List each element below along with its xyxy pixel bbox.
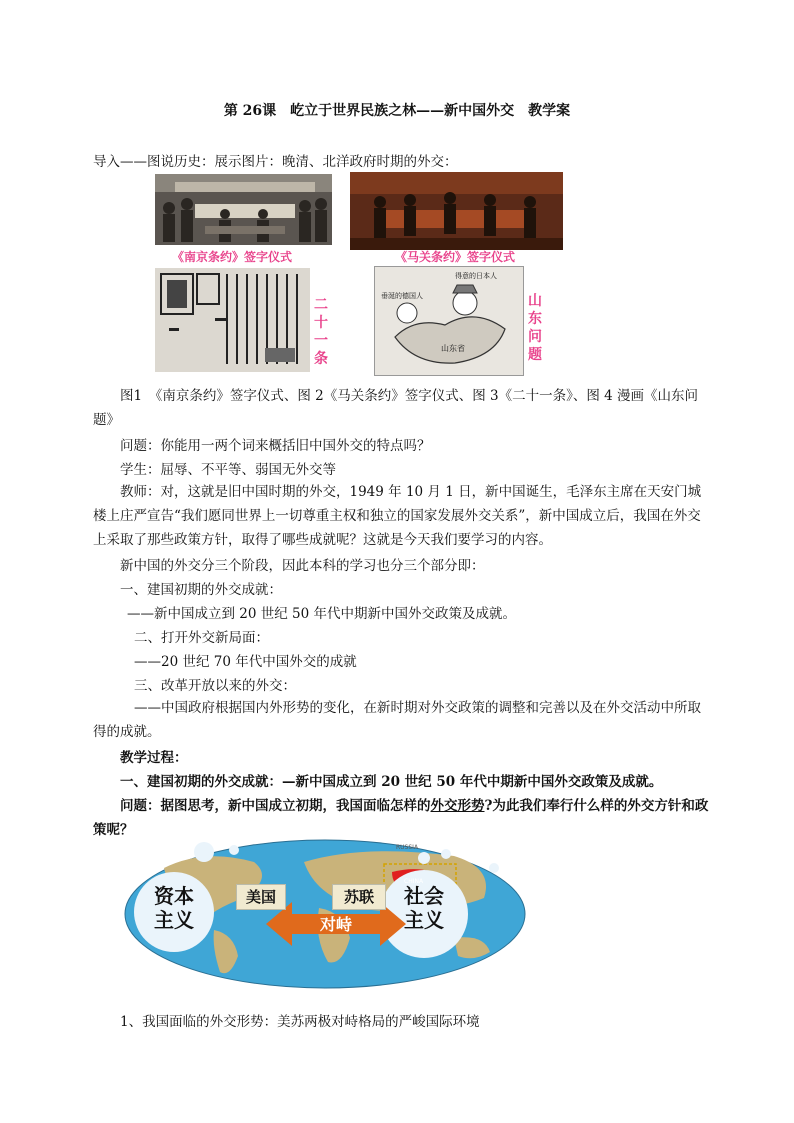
- bottom-caption: 1、我国面临的外交形势：美苏两极对峙格局的严峻国际环境: [120, 1014, 480, 1030]
- cartoon-region-caption: 山东省: [441, 344, 465, 353]
- shandong-label: [526, 292, 544, 364]
- socialism-line: 社会: [404, 884, 444, 908]
- part1-heading: 一、建国初期的外交成就：: [120, 582, 282, 598]
- usa-label: 美国: [236, 884, 286, 910]
- part2-heading: 二、打开外交新局面：: [134, 630, 269, 646]
- capitalism-label: [144, 884, 204, 932]
- shandong-cartoon: [374, 266, 524, 376]
- part2-desc: ——20 世纪 70 年代中国外交的成就: [134, 654, 357, 670]
- section1-heading: 一、建国初期的外交成就：—新中国成立到 20 世纪 50 年代中期新中国外交政策及成就。: [120, 774, 663, 790]
- maguan-treaty-photo: [350, 172, 563, 250]
- question-line: 问题：你能用一两个词来概括旧中国外交的特点吗？: [120, 438, 431, 454]
- socialism-label: [394, 884, 454, 932]
- china-tag: CHINA: [404, 878, 424, 885]
- part1-desc: ——新中国成立到 20 世纪 50 年代中期新中国外交政策及成就。: [127, 606, 517, 622]
- confront-label: 对峙: [319, 915, 352, 934]
- capitalism-line: 主义: [154, 908, 194, 932]
- maguan-label: 《马关条约》签字仪式: [395, 250, 516, 264]
- question2-post: ?为此我们奉行什么样的外交方针和政策呢？: [93, 798, 709, 838]
- question2-underline: 外交形势: [430, 798, 485, 814]
- cartoon-right-caption: 得意的日本人: [455, 272, 497, 280]
- student-line: 学生：屈辱、不平等、弱国无外交等: [120, 462, 336, 478]
- question2-paragraph: [93, 794, 713, 842]
- question2-pre: 问题：据图思考，新中国成立初期，我国面临怎样的: [120, 798, 431, 814]
- page-title: 第 26课 屹立于世界民族之林——新中国外交 教学案: [223, 103, 571, 119]
- capitalism-line: 资本: [154, 884, 194, 908]
- russia-tag: RUSSIA: [396, 844, 419, 851]
- twenty-one-label: [313, 296, 329, 368]
- label-char: 题: [528, 347, 542, 363]
- teacher-paragraph: 教师：对，这就是旧中国时期的外交，1949 年 10 月 1 日，新中国诞生，毛泽东主席在天安门城楼上庄严宣告“我们愿同世界上一切尊重主权和独立的国家发展外交关系”，新中国成立后，我国在外交上采取了那些政策方针，取得了哪些成就呢？这就是今天我们要学习的内容。: [93, 484, 702, 548]
- twenty-one-demands-photo: [155, 268, 310, 372]
- label-char: 问: [528, 329, 542, 345]
- intro-line: 导入——图说历史：展示图片：晚清、北洋政府时期的外交：: [93, 154, 458, 170]
- ussr-label: 苏联: [332, 884, 386, 910]
- figure-caption: 图1 《南京条约》签字仪式、图 2《马关条约》签字仪式、图 3《二十一条》、图 4 漫画《山东问题》: [93, 388, 699, 428]
- label-char: 一: [314, 333, 328, 349]
- nanjing-treaty-photo: [155, 174, 332, 245]
- socialism-line: 主义: [404, 908, 444, 932]
- process-heading: 教学过程：: [120, 750, 188, 766]
- nanjing-label: 《南京条约》签字仪式: [172, 250, 293, 264]
- part3-heading: 三、改革开放以来的外交：: [134, 678, 296, 694]
- label-char: 东: [528, 311, 542, 327]
- label-char: 山: [528, 293, 542, 309]
- part3-desc: ——中国政府根据国内外形势的变化，在新时期对外交政策的调整和完善以及在外交活动中所取得的成就。: [93, 700, 701, 740]
- label-char: 条: [314, 351, 328, 367]
- label-char: 十: [314, 315, 328, 331]
- three-stages-line: 新中国的外交分三个阶段，因此本科的学习也分三个部分即：: [120, 558, 485, 574]
- cartoon-left-caption: 垂涎的德国人: [381, 292, 423, 300]
- world-map-figure: [124, 838, 526, 990]
- label-char: 二: [314, 297, 328, 313]
